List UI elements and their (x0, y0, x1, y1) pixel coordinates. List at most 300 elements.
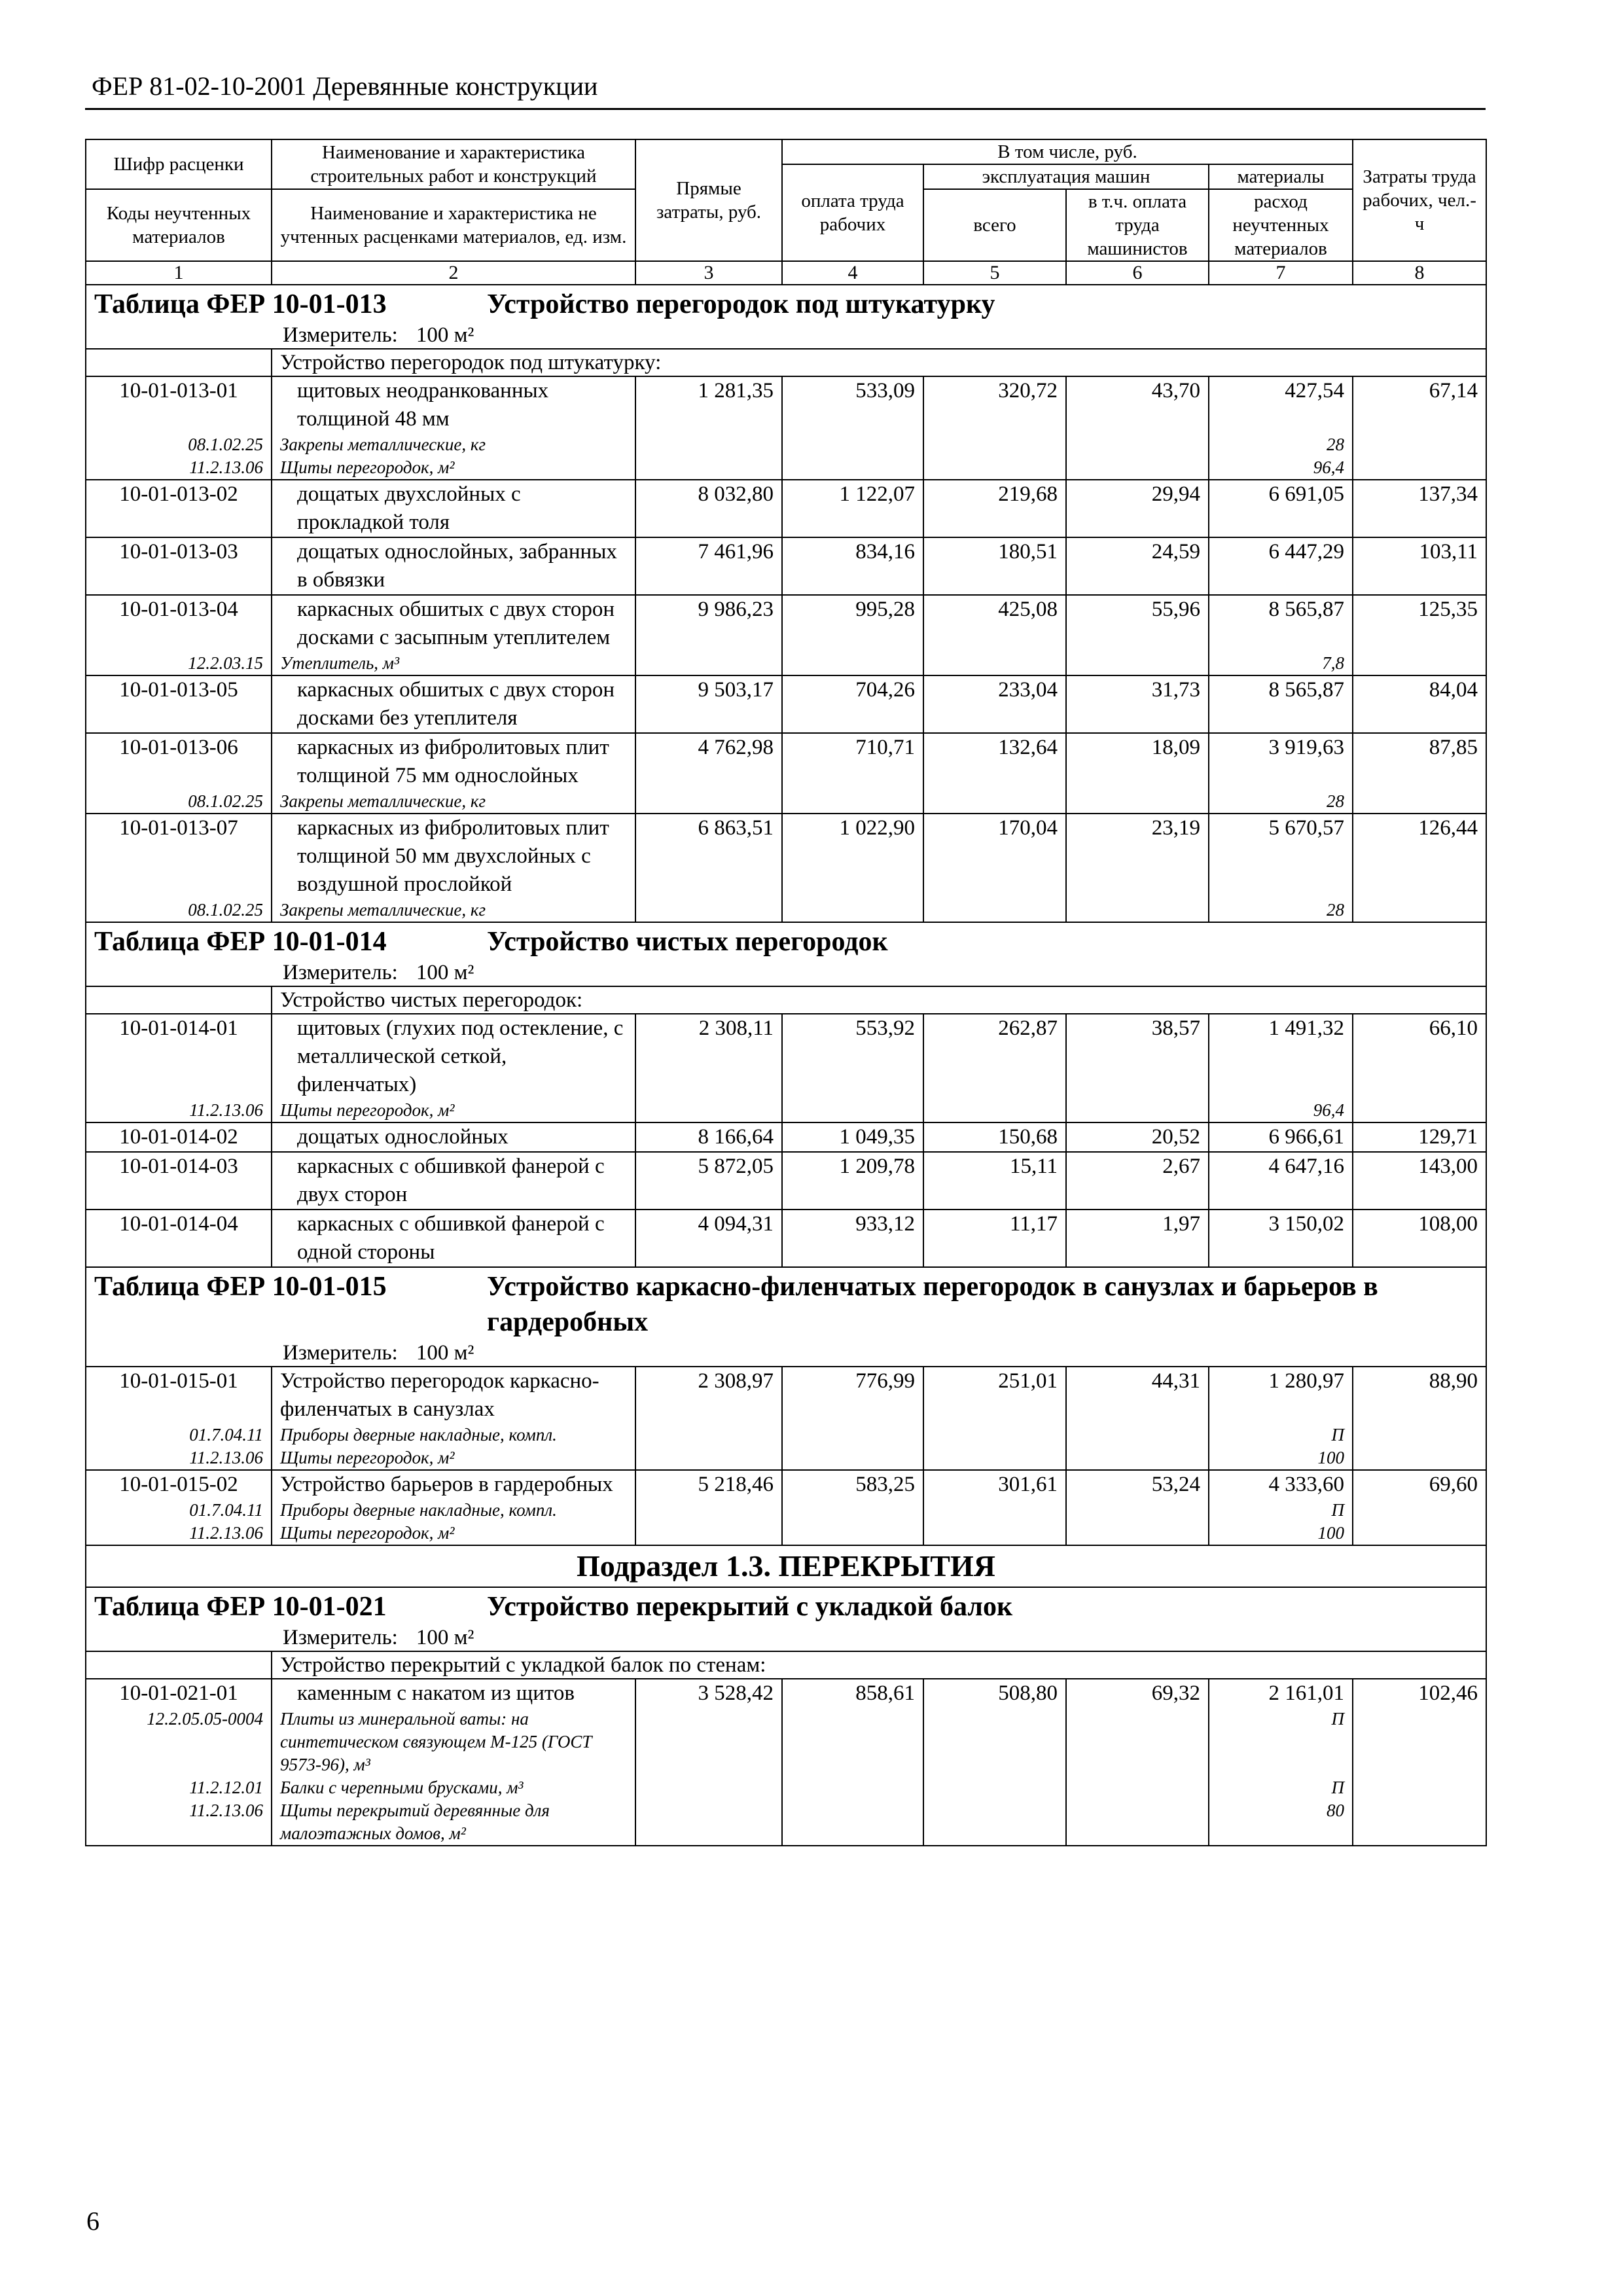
material-qty: 100 (1209, 1446, 1353, 1470)
empty-cell (1353, 456, 1486, 480)
material-row (86, 1446, 1486, 1470)
wage-costs: 995,28 (782, 595, 923, 652)
material-qty: П (1209, 1499, 1353, 1522)
empty-cell (923, 1099, 1066, 1122)
empty-cell (923, 1799, 1066, 1846)
group-name: Устройство перекрытий с укладкой балок по стенам: (272, 1651, 1486, 1679)
work-name: каркасных обшитых с двух сторон досками с засыпным утеплителем (272, 595, 635, 652)
direct-costs: 3 528,42 (635, 1679, 782, 1708)
col-including-head: В том числе, руб. (782, 139, 1353, 164)
rate-code: 10-01-014-03 (86, 1152, 272, 1210)
direct-costs: 4 094,31 (635, 1210, 782, 1267)
materials-cost: 8 565,87 (1209, 595, 1353, 652)
machines-total: 180,51 (923, 537, 1066, 595)
machines-wage: 23,19 (1066, 814, 1209, 899)
materials-cost: 4 333,60 (1209, 1470, 1353, 1499)
table-code: Таблица ФЕР 10-01-014 (94, 927, 387, 957)
labor-costs: 84,04 (1353, 675, 1486, 733)
table-title (86, 1267, 1486, 1340)
empty-cell (782, 1522, 923, 1545)
material-code: 01.7.04.11 (86, 1499, 272, 1522)
empty-cell (1353, 1446, 1486, 1470)
col-code-head (86, 139, 272, 189)
materials-cost: 6 691,05 (1209, 480, 1353, 537)
col-machines-wage: в т.ч. оплата труда машинистов (1066, 189, 1209, 261)
table-row (86, 1152, 1486, 1210)
machines-total: 233,04 (923, 675, 1066, 733)
col-wage-head: оплата труда рабочих (782, 164, 923, 261)
work-name: каркасных с обшивкой фанерой с двух сторон (272, 1152, 635, 1210)
col-name-sub: Наименование и характеристика не учтенных расценками материалов, ед. изм. (272, 189, 635, 261)
empty-cell (635, 1708, 782, 1776)
empty-cell (1066, 1522, 1209, 1545)
material-name: Приборы дверные накладные, компл. (272, 1499, 635, 1522)
wage-costs: 834,16 (782, 537, 923, 595)
table-title-row (86, 1587, 1486, 1624)
empty-cell (635, 652, 782, 675)
wage-costs: 776,99 (782, 1367, 923, 1424)
table-row (86, 675, 1486, 733)
empty-cell (923, 1708, 1066, 1776)
material-row (86, 1708, 1486, 1776)
empty-cell (782, 1446, 923, 1470)
material-code: 12.2.03.15 (86, 652, 272, 675)
empty-cell (923, 1522, 1066, 1545)
wage-costs: 858,61 (782, 1679, 923, 1708)
table-title (86, 285, 1486, 322)
rate-code: 10-01-013-06 (86, 733, 272, 790)
material-code: 08.1.02.25 (86, 433, 272, 456)
table-code: Таблица ФЕР 10-01-015 (94, 1272, 387, 1302)
meter-row (86, 960, 1486, 986)
material-row (86, 1424, 1486, 1446)
machines-wage: 38,57 (1066, 1014, 1209, 1099)
empty-cell (782, 433, 923, 456)
direct-costs: 8 166,64 (635, 1122, 782, 1152)
materials-cost: 4 647,16 (1209, 1152, 1353, 1210)
material-row (86, 652, 1486, 675)
material-qty: 28 (1209, 433, 1353, 456)
table-row (86, 480, 1486, 537)
work-name: дощатых однослойных, забранных в обвязки (272, 537, 635, 595)
group-row (86, 1651, 1486, 1679)
col-num: 4 (782, 261, 923, 285)
material-qty: 96,4 (1209, 1099, 1353, 1122)
material-row (86, 1799, 1486, 1846)
table-name: Устройство перегородок под штукатурку (487, 289, 995, 319)
wage-costs: 704,26 (782, 675, 923, 733)
empty-cell (1066, 652, 1209, 675)
empty-cell (923, 1446, 1066, 1470)
empty-cell (635, 433, 782, 456)
material-name: Закрепы металлические, кг (272, 899, 635, 922)
machines-wage: 20,52 (1066, 1122, 1209, 1152)
material-name: Закрепы металлические, кг (272, 790, 635, 814)
labor-costs: 87,85 (1353, 733, 1486, 790)
materials-cost: 3 150,02 (1209, 1210, 1353, 1267)
material-code: 12.2.05.05-0004 (86, 1708, 272, 1776)
machines-wage: 53,24 (1066, 1470, 1209, 1499)
direct-costs: 2 308,97 (635, 1367, 782, 1424)
work-name: дощатых двухслойных с прокладкой толя (272, 480, 635, 537)
material-name: Щиты перегородок, м² (272, 1522, 635, 1545)
labor-costs: 126,44 (1353, 814, 1486, 899)
table-row (86, 1014, 1486, 1099)
material-row (86, 1499, 1486, 1522)
table-row (86, 376, 1486, 433)
empty-cell (1353, 1499, 1486, 1522)
empty-cell (923, 1424, 1066, 1446)
machines-total: 15,11 (923, 1152, 1066, 1210)
machines-total: 219,68 (923, 480, 1066, 537)
empty-cell (923, 899, 1066, 922)
material-name: Щиты перегородок, м² (272, 456, 635, 480)
empty-cell (635, 456, 782, 480)
material-code: 11.2.13.06 (86, 1099, 272, 1122)
machines-wage: 69,32 (1066, 1679, 1209, 1708)
machines-total: 262,87 (923, 1014, 1066, 1099)
rate-code: 10-01-013-05 (86, 675, 272, 733)
empty-cell (782, 790, 923, 814)
labor-costs: 66,10 (1353, 1014, 1486, 1099)
empty-cell (923, 1499, 1066, 1522)
empty-cell (1066, 433, 1209, 456)
col-labor-head: Затраты труда рабочих, чел.-ч (1353, 139, 1486, 261)
direct-costs: 6 863,51 (635, 814, 782, 899)
wage-costs: 583,25 (782, 1470, 923, 1499)
table-title-row (86, 285, 1486, 322)
meter-row (86, 1624, 1486, 1651)
material-name: Приборы дверные накладные, компл. (272, 1424, 635, 1446)
material-row (86, 1099, 1486, 1122)
material-code: 08.1.02.25 (86, 899, 272, 922)
machines-total: 301,61 (923, 1470, 1066, 1499)
table-title (86, 1587, 1486, 1624)
empty-cell (782, 1708, 923, 1776)
empty-cell (1066, 1446, 1209, 1470)
labor-costs: 125,35 (1353, 595, 1486, 652)
table-row (86, 595, 1486, 652)
empty-cell (1353, 652, 1486, 675)
empty-cell (635, 899, 782, 922)
empty-cell (1353, 433, 1486, 456)
work-name: каркасных с обшивкой фанерой с одной стороны (272, 1210, 635, 1267)
empty-cell (1066, 1424, 1209, 1446)
empty-cell (1066, 1708, 1209, 1776)
meter-value: 100 м² (416, 961, 474, 984)
material-row (86, 899, 1486, 922)
table-row (86, 1679, 1486, 1708)
empty-cell (635, 1446, 782, 1470)
material-row (86, 1776, 1486, 1799)
material-code: 11.2.13.06 (86, 1799, 272, 1846)
labor-costs: 67,14 (1353, 376, 1486, 433)
table-row (86, 1122, 1486, 1152)
meter-value: 100 м² (416, 1341, 474, 1365)
meter (86, 322, 1486, 349)
group-spacer (86, 1651, 272, 1679)
table-head (86, 139, 1486, 285)
empty-cell (635, 1522, 782, 1545)
table-row (86, 1367, 1486, 1424)
empty-cell (782, 1776, 923, 1799)
labor-costs: 129,71 (1353, 1122, 1486, 1152)
material-code: 01.7.04.11 (86, 1424, 272, 1446)
table-title-row (86, 1267, 1486, 1340)
direct-costs: 7 461,96 (635, 537, 782, 595)
table-row (86, 733, 1486, 790)
labor-costs: 69,60 (1353, 1470, 1486, 1499)
rate-code: 10-01-015-02 (86, 1470, 272, 1499)
material-qty: 100 (1209, 1522, 1353, 1545)
material-code: 11.2.13.06 (86, 1522, 272, 1545)
rate-code: 10-01-021-01 (86, 1679, 272, 1708)
empty-cell (923, 433, 1066, 456)
table-name: Устройство каркасно-филенчатых перегородок в санузлах и барьеров в гардеробных (487, 1272, 1378, 1337)
material-qty: П (1209, 1776, 1353, 1799)
direct-costs: 9 986,23 (635, 595, 782, 652)
rate-code: 10-01-014-02 (86, 1122, 272, 1152)
materials-cost: 6 966,61 (1209, 1122, 1353, 1152)
meter (86, 1624, 1486, 1651)
empty-cell (782, 1499, 923, 1522)
rate-code: 10-01-013-02 (86, 480, 272, 537)
empty-cell (782, 456, 923, 480)
wage-costs: 933,12 (782, 1210, 923, 1267)
empty-cell (923, 652, 1066, 675)
meter-label: Измеритель: (283, 1626, 398, 1649)
direct-costs: 2 308,11 (635, 1014, 782, 1099)
machines-wage: 24,59 (1066, 537, 1209, 595)
group-spacer (86, 349, 272, 376)
col-num: 2 (272, 261, 635, 285)
table-row (86, 1210, 1486, 1267)
material-name: Щиты перегородок, м² (272, 1099, 635, 1122)
empty-cell (782, 1099, 923, 1122)
table-title (86, 922, 1486, 960)
empty-cell (1353, 1099, 1486, 1122)
empty-cell (1353, 1799, 1486, 1846)
table-code: Таблица ФЕР 10-01-013 (94, 289, 387, 319)
material-qty: 28 (1209, 790, 1353, 814)
direct-costs: 5 872,05 (635, 1152, 782, 1210)
empty-cell (1353, 790, 1486, 814)
rate-code: 10-01-013-04 (86, 595, 272, 652)
labor-costs: 102,46 (1353, 1679, 1486, 1708)
empty-cell (1066, 1099, 1209, 1122)
material-code: 11.2.13.06 (86, 1446, 272, 1470)
material-code: 11.2.13.06 (86, 456, 272, 480)
table-name: Устройство чистых перегородок (487, 927, 888, 957)
material-name: Закрепы металлические, кг (272, 433, 635, 456)
group-row (86, 986, 1486, 1014)
rate-code: 10-01-015-01 (86, 1367, 272, 1424)
wage-costs: 1 022,90 (782, 814, 923, 899)
work-name: каркасных обшитых с двух сторон досками без утеплителя (272, 675, 635, 733)
materials-cost: 3 919,63 (1209, 733, 1353, 790)
rate-code: 10-01-013-01 (86, 376, 272, 433)
empty-cell (1353, 1776, 1486, 1799)
material-code: 11.2.12.01 (86, 1776, 272, 1799)
materials-cost: 427,54 (1209, 376, 1353, 433)
empty-cell (923, 1776, 1066, 1799)
col-num: 8 (1353, 261, 1486, 285)
material-name: Утеплитель, м³ (272, 652, 635, 675)
empty-cell (782, 1424, 923, 1446)
meter-value: 100 м² (416, 323, 474, 347)
materials-cost: 6 447,29 (1209, 537, 1353, 595)
table-name: Устройство перекрытий с укладкой балок (487, 1592, 1013, 1622)
empty-cell (782, 652, 923, 675)
col-num: 5 (923, 261, 1066, 285)
header-rule (85, 108, 1486, 110)
page-header: ФЕР 81-02-10-2001 Деревянные конструкции (92, 71, 598, 101)
material-qty: П (1209, 1424, 1353, 1446)
materials-cost: 1 491,32 (1209, 1014, 1353, 1099)
material-qty: 28 (1209, 899, 1353, 922)
direct-costs: 5 218,46 (635, 1470, 782, 1499)
meter-label: Измеритель: (283, 961, 398, 984)
direct-costs: 4 762,98 (635, 733, 782, 790)
empty-cell (1066, 899, 1209, 922)
work-name: каркасных из фибролитовых плит толщиной 75 мм однослойных (272, 733, 635, 790)
group-row (86, 349, 1486, 376)
material-qty: 80 (1209, 1799, 1353, 1846)
col-materials-sub: расход неучтенных материалов (1209, 189, 1353, 261)
empty-cell (1066, 790, 1209, 814)
wage-costs: 553,92 (782, 1014, 923, 1099)
machines-total: 11,17 (923, 1210, 1066, 1267)
empty-cell (782, 1799, 923, 1846)
work-name: каркасных из фибролитовых плит толщиной 50 мм двухслойных с воздушной прослойкой (272, 814, 635, 899)
empty-cell (923, 456, 1066, 480)
materials-cost: 1 280,97 (1209, 1367, 1353, 1424)
meter-row (86, 1340, 1486, 1367)
wage-costs: 1 122,07 (782, 480, 923, 537)
empty-cell (1066, 1499, 1209, 1522)
empty-cell (635, 1799, 782, 1846)
materials-cost: 2 161,01 (1209, 1679, 1353, 1708)
meter-label: Измеритель: (283, 323, 398, 347)
material-qty: П (1209, 1708, 1353, 1776)
labor-costs: 103,11 (1353, 537, 1486, 595)
empty-cell (635, 790, 782, 814)
material-qty: 96,4 (1209, 456, 1353, 480)
meter-value: 100 м² (416, 1626, 474, 1649)
rate-code: 10-01-014-01 (86, 1014, 272, 1099)
table-body (86, 285, 1486, 1846)
machines-total: 150,68 (923, 1122, 1066, 1152)
empty-cell (1066, 1776, 1209, 1799)
meter (86, 960, 1486, 986)
col-name-top: Наименование и характеристика строительных работ и конструкций (310, 142, 597, 187)
work-name: Устройство перегородок каркасно-филенчатых в санузлах (272, 1367, 635, 1424)
machines-wage: 55,96 (1066, 595, 1209, 652)
material-name: Плиты из минеральной ваты: на синтетическом связующем М-125 (ГОСТ 9573-96), м³ (272, 1708, 635, 1776)
meter (86, 1340, 1486, 1367)
work-name: каменным с накатом из щитов (272, 1679, 635, 1708)
direct-costs: 8 032,80 (635, 480, 782, 537)
price-table (85, 139, 1487, 1846)
table-title-row (86, 922, 1486, 960)
machines-wage: 43,70 (1066, 376, 1209, 433)
empty-cell (923, 790, 1066, 814)
materials-cost: 5 670,57 (1209, 814, 1353, 899)
empty-cell (782, 899, 923, 922)
table-row (86, 1470, 1486, 1499)
material-name: Щиты перекрытий деревянные для малоэтажных домов, м² (272, 1799, 635, 1846)
material-row (86, 1522, 1486, 1545)
machines-total: 251,01 (923, 1367, 1066, 1424)
machines-wage: 2,67 (1066, 1152, 1209, 1210)
col-machines-head: эксплуатация машин (923, 164, 1209, 189)
material-row (86, 433, 1486, 456)
page-number: 6 (86, 2206, 99, 2236)
work-name: дощатых однослойных (272, 1122, 635, 1152)
empty-cell (1353, 1708, 1486, 1776)
col-num: 7 (1209, 261, 1353, 285)
machines-wage: 1,97 (1066, 1210, 1209, 1267)
empty-cell (1066, 456, 1209, 480)
col-num: 1 (86, 261, 272, 285)
empty-cell (1353, 1522, 1486, 1545)
empty-cell (1066, 1799, 1209, 1846)
empty-cell (1353, 899, 1486, 922)
machines-total: 132,64 (923, 733, 1066, 790)
work-name: щитовых (глухих под остекление, с металлической сеткой, филенчатых) (272, 1014, 635, 1099)
wage-costs: 533,09 (782, 376, 923, 433)
rate-code: 10-01-013-03 (86, 537, 272, 595)
machines-wage: 31,73 (1066, 675, 1209, 733)
empty-cell (635, 1424, 782, 1446)
col-num: 6 (1066, 261, 1209, 285)
empty-cell (635, 1776, 782, 1799)
col-name-head (272, 139, 635, 189)
labor-costs: 143,00 (1353, 1152, 1486, 1210)
machines-total: 508,80 (923, 1679, 1066, 1708)
machines-wage: 29,94 (1066, 480, 1209, 537)
meter-row (86, 322, 1486, 349)
material-row (86, 456, 1486, 480)
group-spacer (86, 986, 272, 1014)
labor-costs: 137,34 (1353, 480, 1486, 537)
work-name: щитовых неодранкованных толщиной 48 мм (272, 376, 635, 433)
materials-cost: 8 565,87 (1209, 675, 1353, 733)
table-row (86, 537, 1486, 595)
material-name: Щиты перегородок, м² (272, 1446, 635, 1470)
material-code: 08.1.02.25 (86, 790, 272, 814)
labor-costs: 108,00 (1353, 1210, 1486, 1267)
machines-wage: 18,09 (1066, 733, 1209, 790)
col-code-top: Шифр расценки (113, 154, 244, 175)
col-machines-total: всего (923, 189, 1066, 261)
col-num: 3 (635, 261, 782, 285)
machines-total: 320,72 (923, 376, 1066, 433)
rate-code: 10-01-013-07 (86, 814, 272, 899)
col-direct-head: Прямые затраты, руб. (635, 139, 782, 261)
meter-label: Измеритель: (283, 1341, 398, 1365)
col-code-sub: Коды неучтенных материалов (86, 189, 272, 261)
group-name: Устройство чистых перегородок: (272, 986, 1486, 1014)
machines-wage: 44,31 (1066, 1367, 1209, 1424)
machines-total: 425,08 (923, 595, 1066, 652)
material-qty: 7,8 (1209, 652, 1353, 675)
direct-costs: 1 281,35 (635, 376, 782, 433)
material-name: Балки с черепными брусками, м³ (272, 1776, 635, 1799)
wage-costs: 1 049,35 (782, 1122, 923, 1152)
wage-costs: 1 209,78 (782, 1152, 923, 1210)
empty-cell (635, 1099, 782, 1122)
